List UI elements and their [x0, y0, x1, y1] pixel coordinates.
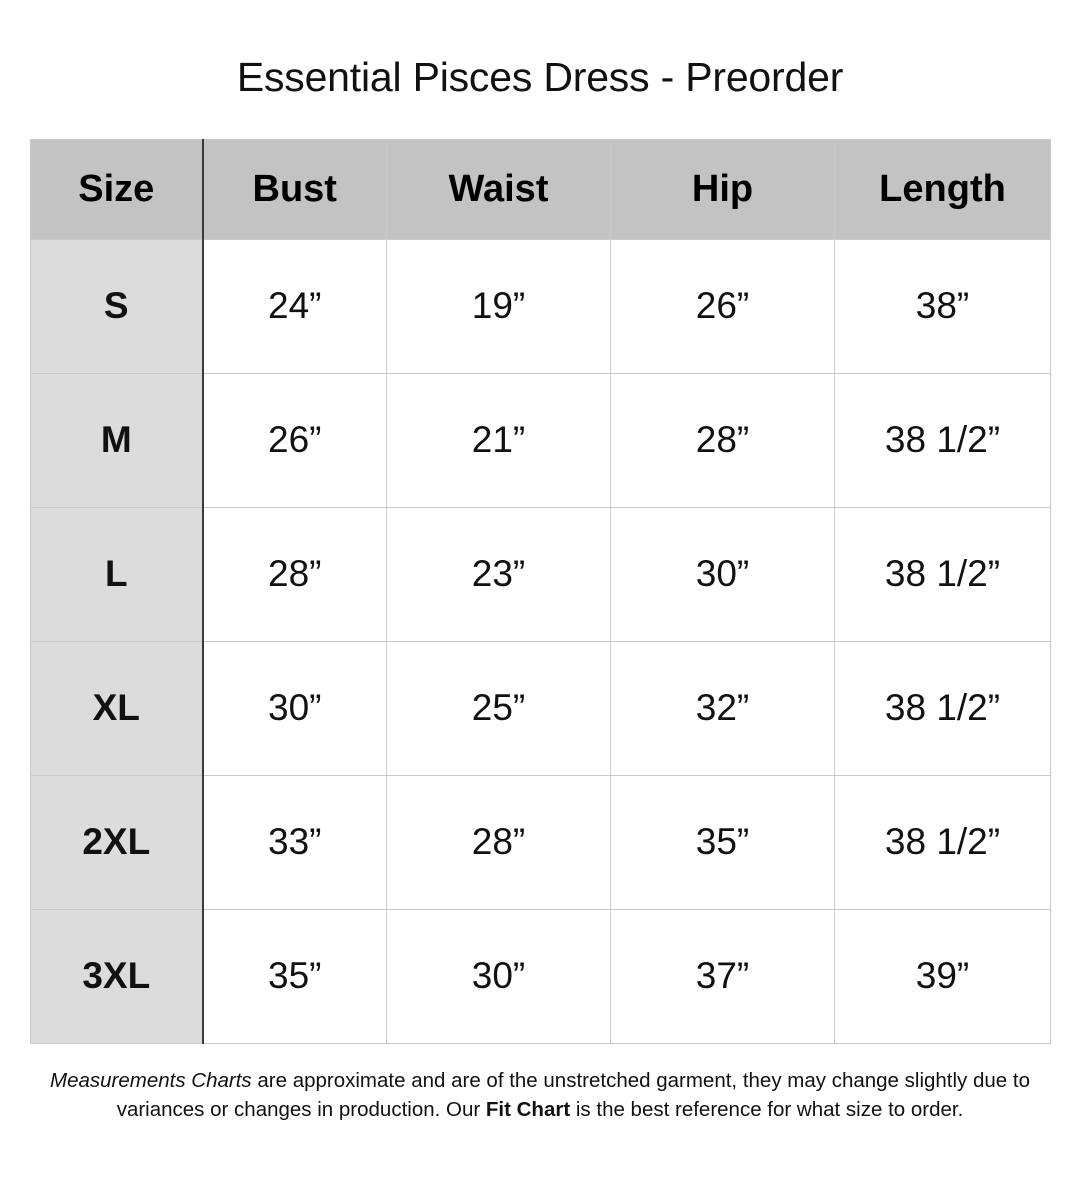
- cell-bust: 33”: [203, 775, 387, 909]
- cell-hip: 28”: [611, 373, 835, 507]
- disclaimer-body-1: are approximate and are of the unstretched garment, they may change slightly due to variances or changes in production. Our: [116, 1068, 1030, 1122]
- cell-bust: 30”: [203, 641, 387, 775]
- table-body: [31, 239, 1051, 1043]
- cell-length: 38”: [835, 239, 1051, 373]
- cell-bust: 26”: [203, 373, 387, 507]
- column-header-size: Size: [31, 139, 203, 239]
- cell-length: 38 1/2”: [835, 775, 1051, 909]
- page-title: Essential Pisces Dress - Preorder: [236, 54, 844, 101]
- cell-hip: 30”: [611, 507, 835, 641]
- cell-size: L: [31, 507, 203, 641]
- cell-bust: 24”: [203, 239, 387, 373]
- cell-length: 39”: [835, 909, 1051, 1043]
- cell-waist: 28”: [387, 775, 611, 909]
- size-chart-table-container: [30, 139, 1050, 1044]
- column-header-waist: Waist: [387, 139, 611, 239]
- column-header-length: Length: [835, 139, 1051, 239]
- table-row: [31, 507, 1051, 641]
- cell-size: 3XL: [31, 909, 203, 1043]
- size-chart-table: [30, 139, 1051, 1044]
- table-header-row: [31, 139, 1051, 239]
- table-row: [31, 373, 1051, 507]
- cell-length: 38 1/2”: [835, 507, 1051, 641]
- cell-hip: 32”: [611, 641, 835, 775]
- cell-waist: 19”: [387, 239, 611, 373]
- table-header: [31, 139, 1051, 239]
- column-header-bust: Bust: [203, 139, 387, 239]
- cell-waist: 30”: [387, 909, 611, 1043]
- cell-size: S: [31, 239, 203, 373]
- cell-waist: 23”: [387, 507, 611, 641]
- cell-hip: 35”: [611, 775, 835, 909]
- cell-length: 38 1/2”: [835, 641, 1051, 775]
- table-row: [31, 909, 1051, 1043]
- disclaimer-body-2: is the best reference for what size to order.: [570, 1098, 964, 1122]
- disclaimer-text: [38, 1066, 1042, 1125]
- cell-size: 2XL: [31, 775, 203, 909]
- cell-waist: 21”: [387, 373, 611, 507]
- table-row: [31, 775, 1051, 909]
- table-row: [31, 239, 1051, 373]
- cell-waist: 25”: [387, 641, 611, 775]
- cell-size: M: [31, 373, 203, 507]
- cell-size: XL: [31, 641, 203, 775]
- column-header-hip: Hip: [611, 139, 835, 239]
- size-chart-page: [0, 27, 1080, 1184]
- cell-bust: 28”: [203, 507, 387, 641]
- cell-length: 38 1/2”: [835, 373, 1051, 507]
- table-row: [31, 641, 1051, 775]
- cell-hip: 26”: [611, 239, 835, 373]
- cell-bust: 35”: [203, 909, 387, 1043]
- cell-hip: 37”: [611, 909, 835, 1043]
- disclaimer-emphasis: Measurements Charts: [50, 1068, 252, 1092]
- fit-chart-label: Fit Chart: [485, 1098, 571, 1122]
